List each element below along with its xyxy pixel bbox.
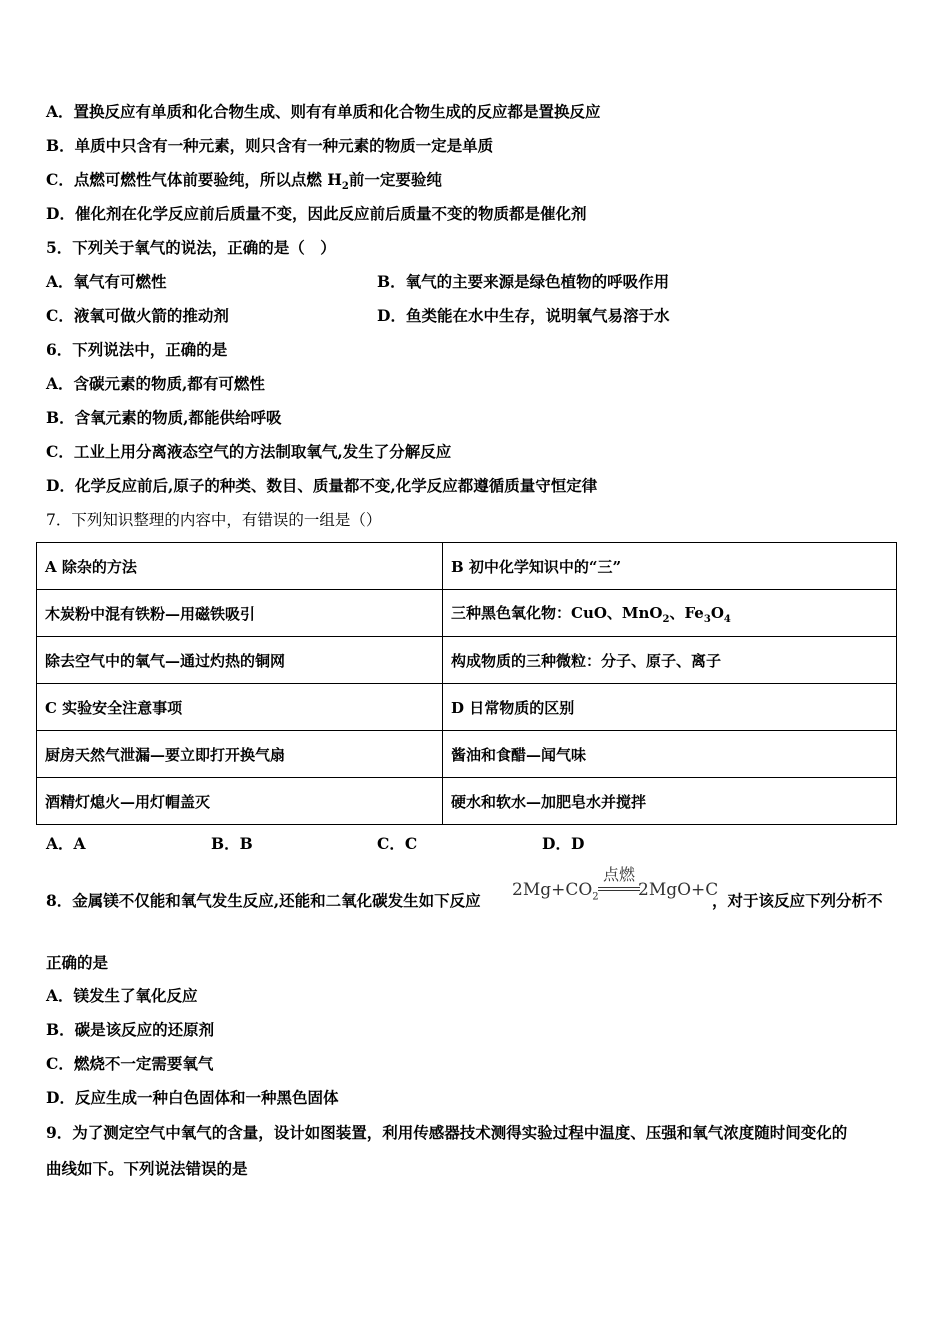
q4-option-c-text: C．点燃可燃性气体前要验纯，所以点燃 H	[46, 170, 342, 189]
table-row	[37, 590, 897, 637]
q8-option-b: B．碳是该反应的还原剂	[46, 1020, 215, 1039]
q5-option-d: D．鱼类能在水中生存，说明氧气易溶于水	[377, 306, 670, 325]
equation-products: 2MgO+C	[638, 880, 719, 900]
q6-stem: 6．下列说法中，正确的是	[46, 340, 228, 359]
table-cell: D 日常物质的区别	[443, 684, 897, 731]
equation-reactants	[512, 880, 599, 902]
q5-option-c: C．液氧可做火箭的推动剂	[46, 306, 229, 325]
q8-stem-end: ，对于该反应下列分析不	[712, 891, 883, 910]
equation-double-bar	[598, 887, 640, 891]
q8-stem-line2: 正确的是	[46, 953, 109, 972]
equation-condition: 点燃	[602, 865, 635, 884]
table-cell: 硬水和软水—加肥皂水并搅拌	[443, 778, 897, 825]
q7-stem: 7．下列知识整理的内容中，有错误的一组是（）	[46, 511, 382, 529]
table-row	[37, 637, 897, 684]
q7-option-b: B．B	[211, 834, 253, 853]
table-cell: 除去空气中的氧气—通过灼热的铜网	[37, 637, 443, 684]
table-row	[37, 543, 897, 590]
equation-subscript: 2	[592, 891, 599, 903]
q4-option-d: D．催化剂在化学反应前后质量不变，因此反应前后质量不变的物质都是催化剂	[46, 204, 587, 223]
q4-option-a: A．置换反应有单质和化合物生成、则有有单质和化合物生成的反应都是置换反应	[46, 102, 601, 121]
q7-table	[36, 542, 897, 825]
q6-option-d: D．化学反应前后,原子的种类、数目、质量都不变,化学反应都遵循质量守恒定律	[46, 476, 598, 495]
q5-option-a: A．氧气有可燃性	[46, 272, 167, 291]
q6-option-c: C．工业上用分离液态空气的方法制取氧气,发生了分解反应	[46, 442, 452, 461]
q7-option-d: D．D	[542, 834, 585, 853]
table-cell: 构成物质的三种微粒：分子、原子、离子	[443, 637, 897, 684]
q9-stem-line1: 9．为了测定空气中氧气的含量，设计如图装置，利用传感器技术测得实验过程中温度、压强和氧气浓度随时间变化的	[46, 1123, 848, 1142]
table-cell: B 初中化学知识中的“三”	[443, 543, 897, 590]
table-cell: 厨房天然气泄漏—要立即打开换气扇	[37, 731, 443, 778]
equation-condition-arrow	[598, 866, 640, 891]
q6-option-a: A．含碳元素的物质,都有可燃性	[46, 374, 265, 393]
q4-option-c-subscript: 2	[341, 181, 349, 193]
q7-option-c: C．C	[377, 834, 418, 853]
table-row	[37, 778, 897, 825]
equation-reactants-text: 2Mg+CO	[512, 880, 593, 900]
table-cell: 酱油和食醋—闻气味	[443, 731, 897, 778]
q8-option-d: D．反应生成一种白色固体和一种黑色固体	[46, 1088, 339, 1107]
q8-option-a: A．镁发生了氧化反应	[46, 986, 198, 1005]
table-cell: 木炭粉中混有铁粉—用磁铁吸引	[37, 590, 443, 637]
table-row	[37, 731, 897, 778]
table-cell: A 除杂的方法	[37, 543, 443, 590]
q4-option-b: B．单质中只含有一种元素，则只含有一种元素的物质一定是单质	[46, 136, 494, 155]
q6-option-b: B．含氧元素的物质,都能供给呼吸	[46, 408, 282, 427]
q4-option-c	[46, 170, 442, 197]
q5-stem: 5．下列关于氧气的说法，正确的是（ ）	[46, 238, 336, 257]
q5-option-b: B．氧气的主要来源是绿色植物的呼吸作用	[377, 272, 670, 291]
table-cell: 三种黑色氧化物：CuO、MnO$_2$、$Fe_3O_4$	[443, 590, 897, 637]
q4-option-c-tail: 前一定要验纯	[348, 170, 442, 189]
q8-stem-start: 8．金属镁不仅能和氧气发生反应,还能和二氧化碳发生如下反应	[46, 891, 481, 910]
table-row	[37, 684, 897, 731]
table-cell: C 实验安全注意事项	[37, 684, 443, 731]
q9-stem-line2: 曲线如下。下列说法错误的是	[46, 1159, 248, 1178]
q8-option-c: C．燃烧不一定需要氧气	[46, 1054, 214, 1073]
table-cell: 酒精灯熄火—用灯帽盖灭	[37, 778, 443, 825]
q7-option-a: A．A	[46, 834, 86, 853]
